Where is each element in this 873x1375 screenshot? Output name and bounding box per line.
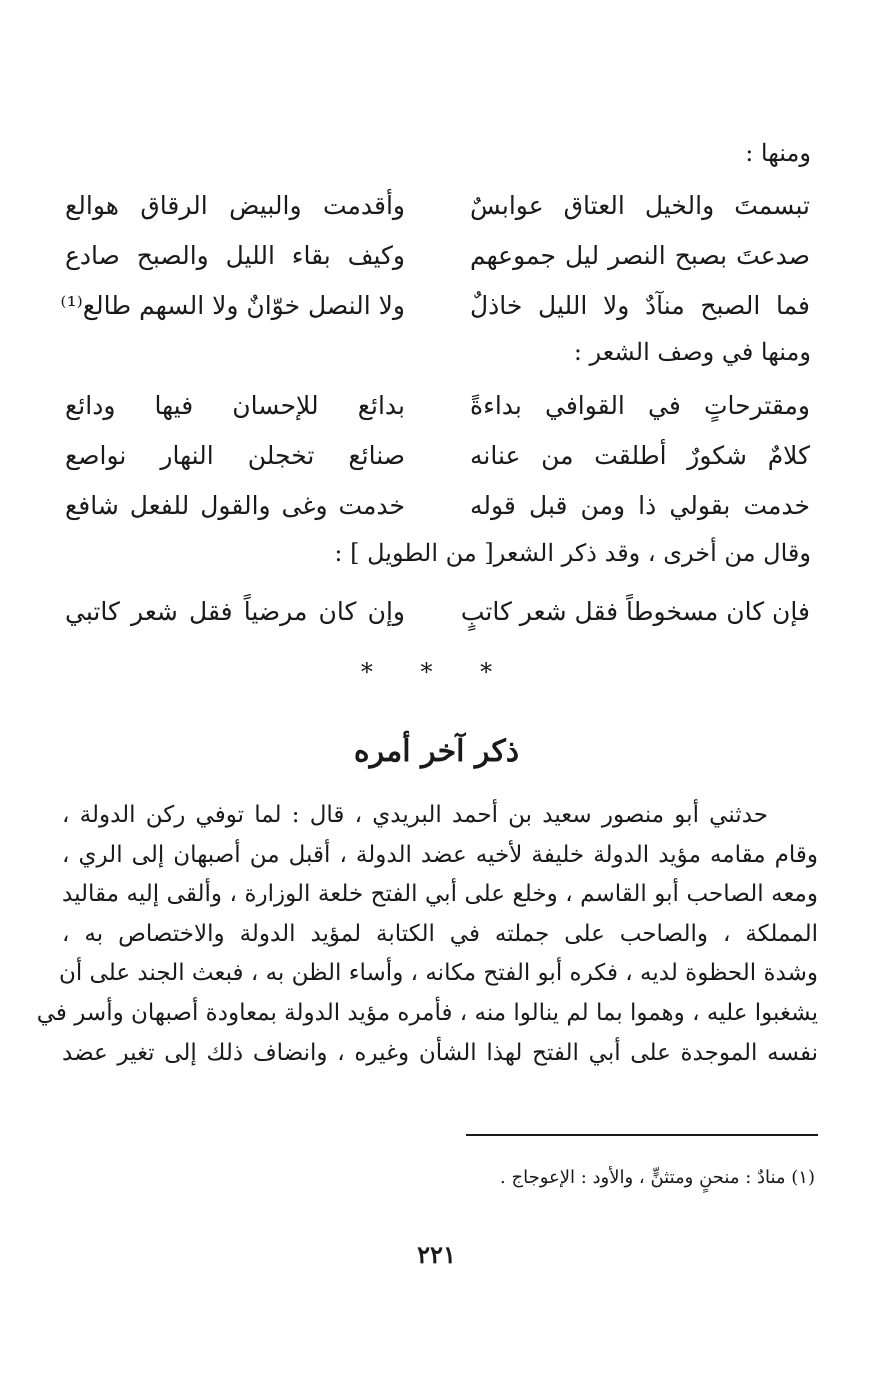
verse-first-hemistich: صدعتَ بصبح النصر ليل جموعهم [470,240,810,270]
prose-line: وشدة الحظوة لديه ، فكره أبو الفتح مكانه ، وأساء الظن به ، فبعث الجند على أن [58,960,818,987]
verse-block [55,586,818,636]
prose-paragraph [36,796,818,1073]
section-separator: * * * [360,658,513,686]
prose-line: نفسه الموجدة على أبي الفتح لهذا الشأن وغيره ، وانضاف ذلك إلى تغير عضد [62,1039,818,1066]
section-intro: ومنها : [745,139,811,167]
verse-line [55,280,818,330]
verse-line [55,180,818,230]
prose-line: ومعه الصاحب أبو القاسم ، وخلع على أبي الفتح خلعة الوزارة ، وألقى إليه مقاليد [62,881,818,908]
verse-first-hemistich: فما الصبح منآدٌ ولا الليل خاذلٌ [470,290,810,320]
verse-second-hemistich: وكيف بقاء الليل والصبح صادع [65,240,405,270]
verse-second-hemistich: بدائع للإحسان فيها ودائع [65,390,405,420]
verse-second-hemistich: وأقدمت والبيض الرقاق هوالع [65,190,405,220]
section-intro: وقال من أخرى ، وقد ذكر الشعر[ من الطويل ] : [334,539,811,567]
verse-first-hemistich: فإن كان مسخوطاً فقل شعر كاتبٍ [460,596,810,626]
prose-line: المملكة ، والصاحب على جملته في الكتابة لمؤيد الدولة والاختصاص به ، [62,920,818,947]
prose-line: حدثني أبو منصور سعيد بن أحمد البريدي ، قال : لما توفي ركن الدولة ، [62,802,768,828]
verse-first-hemistich: تبسمتَ والخيل العتاق عوابسٌ [470,190,810,220]
verse-line [55,380,818,430]
verse-line [55,586,818,636]
verse-first-hemistich: كلامٌ شكورٌ أطلقت من عنانه [470,440,810,470]
chapter-heading: ذكر آخر أمره [353,734,520,769]
footnote: (١) منادٌ : منحنٍ ومتثنٍّ ، والأود : الإعوجاج . [500,1167,815,1188]
prose-line: وقام مقامه مؤيد الدولة خليفة لأخيه عضد الدولة ، أقبل من أصبهان إلى الري ، [62,841,818,868]
section-intro: ومنها في وصف الشعر : [573,338,811,366]
footnote-rule [466,1134,818,1136]
verse-line [55,480,818,530]
verse-line [55,430,818,480]
verse-block [55,180,818,330]
verse-second-hemistich: خدمت وغى والقول للفعل شافع [65,490,405,520]
prose-line: يشغبوا عليه ، وهموا بما لم ينالوا منه ، فأمره مؤيد الدولة بمعاودة أصبهان وأسر في [36,999,818,1026]
verse-second-hemistich: ولا النصل خوّانٌ ولا السهم طالع⁽¹⁾ [60,290,405,320]
verse-second-hemistich: صنائع تخجلن النهار نواصع [65,440,405,470]
verse-first-hemistich: خدمت بقولي ذا ومن قبل قوله [470,490,810,520]
verse-line [55,230,818,280]
verse-second-hemistich: وإن كان مرضياً فقل شعر كاتبي [65,596,405,626]
verse-first-hemistich: ومقترحاتٍ في القوافي بداءةً [470,390,810,420]
page-number: ٢٢١ [417,1240,456,1269]
verse-block [55,380,818,530]
